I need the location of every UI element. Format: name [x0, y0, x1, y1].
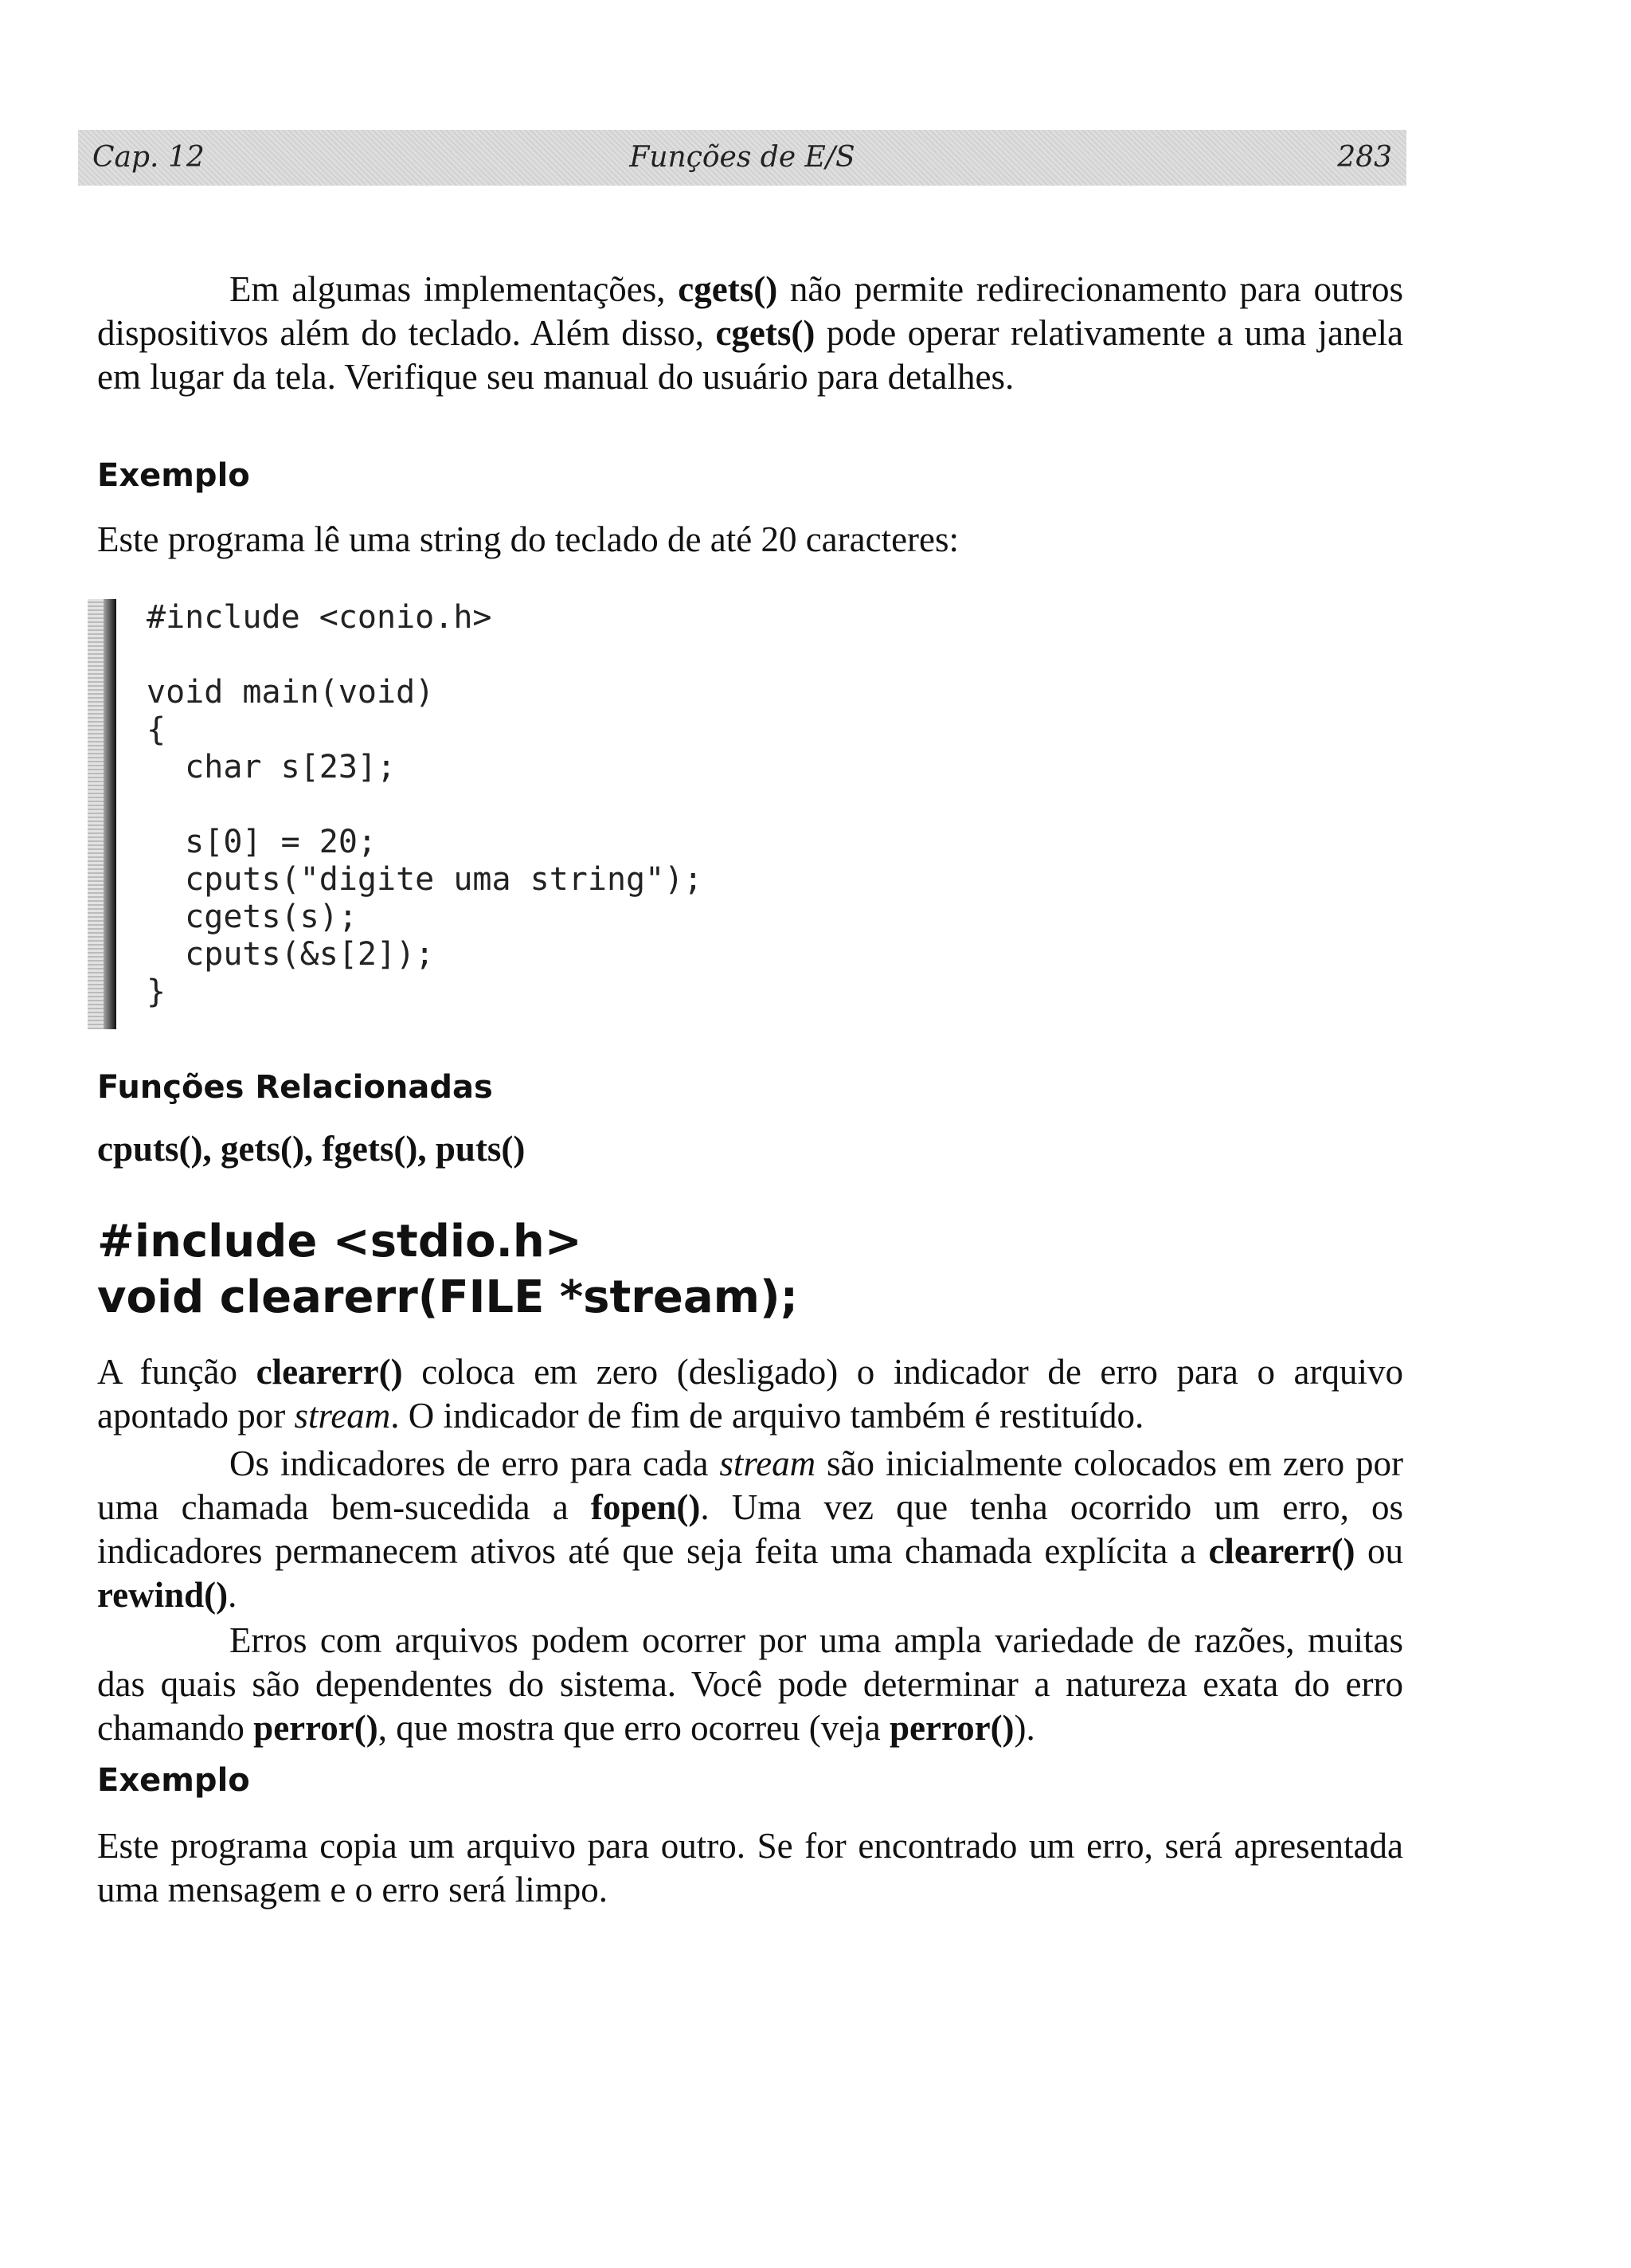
error-indicators-paragraph: [97, 1442, 1403, 1617]
text-run: .: [228, 1575, 237, 1615]
code-line: #include <conio.h>: [147, 599, 492, 636]
text-run: perror(): [253, 1708, 378, 1748]
text-run: perror(): [889, 1708, 1015, 1748]
example-intro-2: Este programa copia um arquivo para outro. Se for encontrado um erro, será apresentada uma mensagem e o erro será limpo.: [97, 1826, 1403, 1910]
example-intro-1: Este programa lê uma string do teclado de até 20 caracteres:: [97, 519, 960, 559]
chapter-title: Funções de E/S: [629, 141, 855, 174]
code-line: s[0] = 20;: [147, 824, 377, 860]
code-line: char s[23];: [147, 749, 397, 785]
text-run: são inicialmente colocados em zero por uma chamada bem-sucedida a: [97, 1443, 1403, 1527]
related-functions-list: cputs(), gets(), fgets(), puts(): [97, 1129, 526, 1169]
text-run: ou: [1355, 1531, 1403, 1571]
text-run: clearerr(): [1208, 1531, 1355, 1571]
text-run: pode operar relativamente a uma janela em lugar da tela. Verifique seu manual do usuário para detalhes.: [97, 313, 1403, 397]
chapter-label: Cap. 12: [92, 141, 205, 174]
running-header: [78, 130, 1406, 186]
code-line: cputs(&s[2]);: [147, 936, 435, 973]
text-run: Em algumas implementações,: [229, 269, 679, 309]
text-run: , que mostra que erro ocorreu (veja: [377, 1708, 890, 1748]
code-line: }: [147, 973, 166, 1010]
text-run: stream: [719, 1443, 816, 1483]
text-run: clearerr(): [256, 1352, 403, 1392]
text-run: ).: [1014, 1708, 1035, 1748]
code-line: cputs("digite uma string");: [147, 861, 703, 898]
text-run: cgets(): [678, 269, 778, 309]
clearerr-description: [97, 1350, 1403, 1438]
code-margin-bar: [88, 599, 116, 1029]
code-listing: [91, 599, 1126, 1029]
file-errors-paragraph: [97, 1619, 1403, 1750]
page-number: 283: [1337, 141, 1392, 174]
text-run: Erros com arquivos podem ocorrer por uma ampla variedade de razões, muitas das quais são dependentes do sistema. Você pode determinar a natureza exata do erro chamando: [97, 1620, 1403, 1748]
prototype-include: #include <stdio.h>: [97, 1216, 582, 1267]
text-run: stream: [294, 1396, 391, 1436]
text-run: rewind(): [97, 1575, 229, 1615]
text-run: não permite redirecionamento para outros dispositivos além do teclado. Além disso,: [97, 269, 1403, 353]
example-heading-1: Exemplo: [97, 457, 250, 494]
text-run: A função: [97, 1352, 256, 1392]
text-run: cgets(): [715, 313, 816, 353]
code-line: [147, 786, 702, 824]
code-line: [147, 637, 702, 674]
text-run: Os indicadores de erro para cada: [229, 1443, 720, 1483]
related-functions-heading: Funções Relacionadas: [97, 1069, 493, 1106]
text-run: . Uma vez que tenha ocorrido um erro, os indicadores permanecem ativos até que seja feita uma chamada explícita a: [97, 1487, 1403, 1571]
code-line: {: [147, 711, 166, 748]
example-heading-2: Exemplo: [97, 1762, 250, 1799]
text-run: fopen(): [590, 1487, 701, 1527]
code-line: void main(void): [147, 674, 435, 711]
prototype-signature: void clearerr(FILE *stream);: [97, 1271, 798, 1323]
code-line: cgets(s);: [147, 899, 358, 935]
code-text: [147, 599, 702, 1011]
text-run: coloca em zero (desligado) o indicador de erro para o arquivo apontado por: [97, 1352, 1403, 1436]
cgets-note-paragraph: [97, 268, 1403, 399]
text-run: . O indicador de fim de arquivo também é restituído.: [390, 1396, 1144, 1436]
